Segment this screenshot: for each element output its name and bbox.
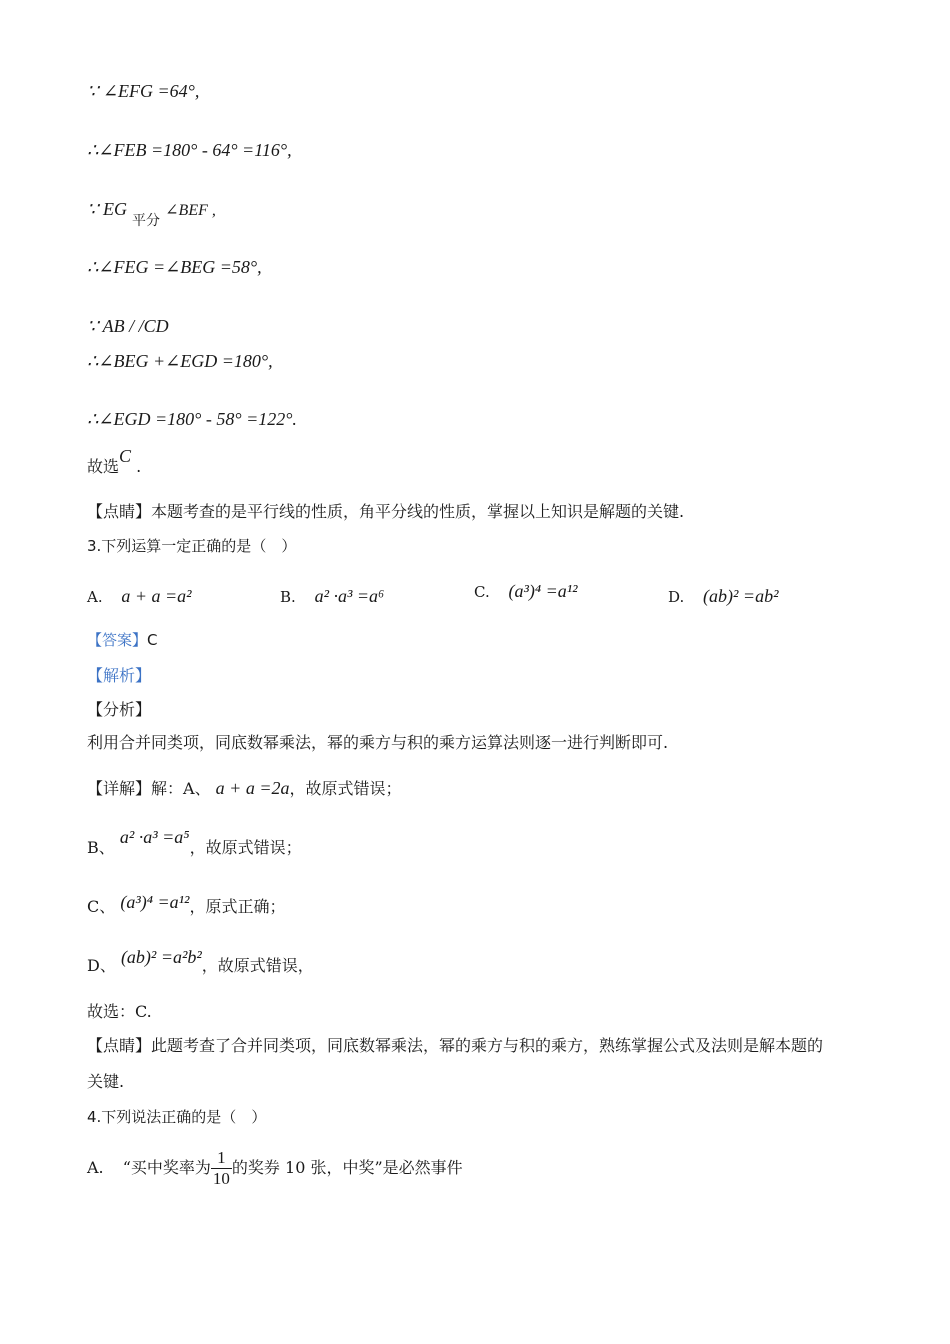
detail-d-post: ，故原式错误，: [201, 956, 314, 975]
choose-letter: C: [119, 446, 132, 466]
answer-line: [87, 629, 158, 651]
detail-a-math: a + a =2a: [215, 778, 290, 798]
q4-fraction: [211, 1148, 232, 1189]
dianjing-2-cont: 关键.: [87, 1072, 125, 1091]
q4-option-a: [87, 1148, 463, 1189]
line-3: [87, 198, 216, 229]
q4-option-a-post: 的奖券 10 张，中奖”是必然事件: [231, 1158, 463, 1177]
q3-option-d: [668, 585, 778, 608]
q3-option-d-math: (ab)² =ab²: [703, 586, 779, 606]
line-2: ∴∠FEB =180° - 64° =116°,: [87, 140, 292, 160]
q3-option-a-math: a + a =a²: [121, 586, 192, 606]
q3-option-b-label: B.: [280, 588, 296, 606]
detail-a-pre: 解：A、: [151, 779, 211, 798]
q3-option-d-label: D.: [668, 588, 685, 606]
q3-option-c: [474, 580, 578, 603]
detail-b: [87, 827, 302, 859]
q4-stem: 4.下列说法正确的是（ ）: [87, 1108, 267, 1126]
line-8: [87, 446, 142, 478]
line-4: ∴∠FEG =∠BEG =58°,: [87, 257, 262, 277]
dianjing-1: 【点睛】本题考查的是平行线的性质，角平分线的性质，掌握以上知识是解题的关键.: [87, 502, 685, 521]
q4-fraction-den: 10: [212, 1169, 230, 1188]
detail-b-math: a² ·a³ =a⁵: [119, 827, 190, 847]
line-3-angle: ∠BEF ,: [165, 202, 216, 219]
q3-stem: 3.下列运算一定正确的是（ ）: [87, 537, 297, 555]
choose-c: 故选：C.: [87, 1002, 152, 1021]
detail-d-pre: D、: [87, 956, 116, 975]
line-3-eg: ∵ EG: [87, 199, 127, 219]
detail-c-pre: C、: [87, 897, 116, 916]
line-3-pingfen: 平分: [132, 213, 161, 229]
jiexi-tag: 【解析】: [87, 666, 152, 685]
choose-label: 故选: [87, 457, 120, 476]
answer-tag: 【答案】: [87, 631, 148, 649]
q3-option-a-label: A.: [87, 588, 103, 606]
q3-option-b-math: a² ·a³ =a⁶: [314, 586, 385, 606]
detail-d: [87, 947, 314, 977]
q4-option-a-pre: “买中奖率为: [122, 1158, 211, 1177]
q4-option-a-label: A.: [87, 1158, 104, 1177]
line-5: ∵ AB / /CD: [87, 316, 169, 336]
q3-option-c-math: (a³)⁴ =a¹²: [508, 581, 578, 601]
detail-tag: 【详解】: [87, 779, 152, 798]
q3-option-b: [280, 585, 384, 608]
line-6: ∴∠BEG +∠EGD =180°,: [87, 351, 273, 371]
detail-b-pre: B、: [87, 838, 115, 857]
detail-d-math: (ab)² =a²b²: [120, 947, 202, 967]
detail-a: [87, 777, 401, 800]
choose-period: .: [131, 457, 142, 476]
detail-c: [87, 892, 286, 918]
dianjing-2-tag: 【点睛】: [87, 1036, 152, 1055]
dianjing-2-text: 此题考查了合并同类项，同底数幂乘法，幂的乘方与积的乘方，熟练掌握公式及法则是解本题的: [151, 1036, 824, 1055]
line-7: ∴∠EGD =180° - 58° =122°.: [87, 409, 297, 429]
detail-c-math: (a³)⁴ =a¹²: [120, 892, 190, 912]
fenxi-text: 利用合并同类项，同底数幂乘法，幂的乘方与积的乘方运算法则逐一进行判断即可.: [87, 733, 669, 752]
q4-fraction-num: 1: [211, 1148, 232, 1169]
q3-option-a: [87, 585, 192, 608]
line-1: ∵ ∠EFG =64°,: [87, 81, 200, 101]
detail-b-post: ，故原式错误；: [189, 838, 302, 857]
answer-value: C: [147, 631, 158, 649]
detail-c-post: ，原式正确；: [189, 897, 286, 916]
detail-a-post: ，故原式错误；: [289, 779, 402, 798]
dianjing-2: [87, 1035, 823, 1057]
q3-option-c-label: C.: [474, 583, 490, 601]
fenxi-tag: 【分析】: [87, 700, 152, 719]
